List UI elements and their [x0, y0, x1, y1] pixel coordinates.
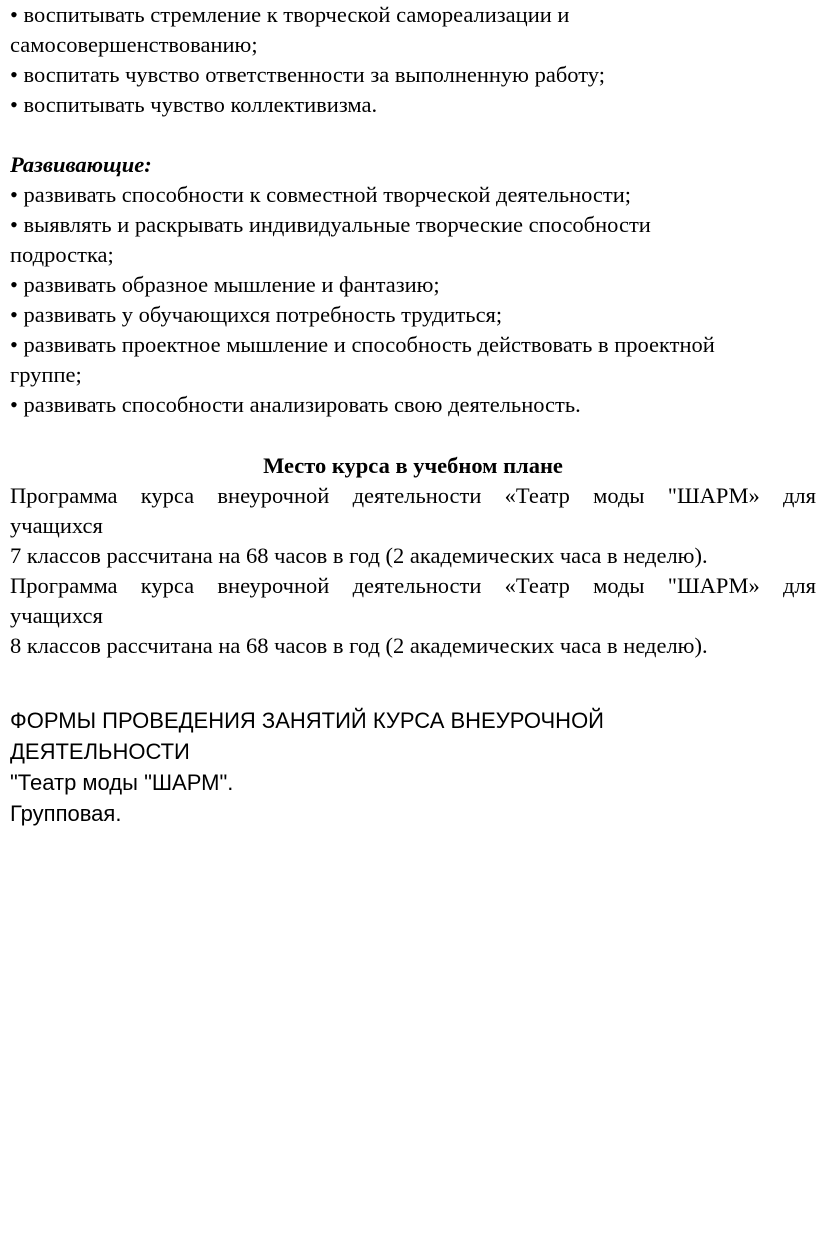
paragraph-line: Программа курса внеурочной деятельности «Театр моды "ШАРМ» для [10, 573, 816, 598]
forms-heading-line: ДЕЯТЕЛЬНОСТИ [10, 739, 190, 764]
developing-heading: Развивающие: [10, 152, 152, 177]
list-item: • развивать образное мышление и фантазию; [10, 272, 440, 297]
paragraph-line: учащихся [10, 603, 103, 628]
paragraph-line: 7 классов рассчитана на 68 часов в год (2 академических часа в неделю). [10, 543, 708, 568]
lesson-forms-section [10, 705, 816, 829]
list-item: • воспитать чувство ответственности за выполненную работу; [10, 62, 605, 87]
paragraph-line: 8 классов рассчитана на 68 часов в год (2 академических часа в неделю). [10, 633, 708, 658]
list-item: • развивать способности к совместной творческой деятельности; [10, 182, 632, 207]
list-item: • выявлять и раскрывать индивидуальные творческие способности [10, 212, 651, 237]
list-item: • воспитывать чувство коллективизма. [10, 92, 378, 117]
lesson-form: Групповая. [10, 801, 122, 826]
list-item: • развивать у обучающихся потребность трудиться; [10, 302, 503, 327]
list-item-continuation: самосовершенствованию; [10, 32, 258, 57]
course-place-section [10, 451, 816, 661]
spacer [10, 420, 816, 450]
forms-heading-line: ФОРМЫ ПРОВЕДЕНИЯ ЗАНЯТИЙ КУРСА ВНЕУРОЧНОЙ [10, 708, 604, 733]
education-goals-list [10, 0, 816, 120]
developing-goals-section [10, 150, 816, 420]
paragraph-line: Программа курса внеурочной деятельности «Театр моды "ШАРМ» для [10, 483, 816, 508]
list-item: • развивать способности анализировать свою деятельность. [10, 392, 581, 417]
spacer [10, 120, 816, 150]
course-place-heading: Место курса в учебном плане [263, 453, 563, 478]
course-name: "Театр моды "ШАРМ". [10, 770, 234, 795]
list-item-continuation: группе; [10, 362, 82, 387]
list-item: • развивать проектное мышление и способность действовать в проектной [10, 332, 715, 357]
list-item-continuation: подростка; [10, 242, 114, 267]
paragraph-line: учащихся [10, 513, 103, 538]
list-item: • воспитывать стремление к творческой самореализации и [10, 2, 570, 27]
document-page [10, 0, 816, 829]
